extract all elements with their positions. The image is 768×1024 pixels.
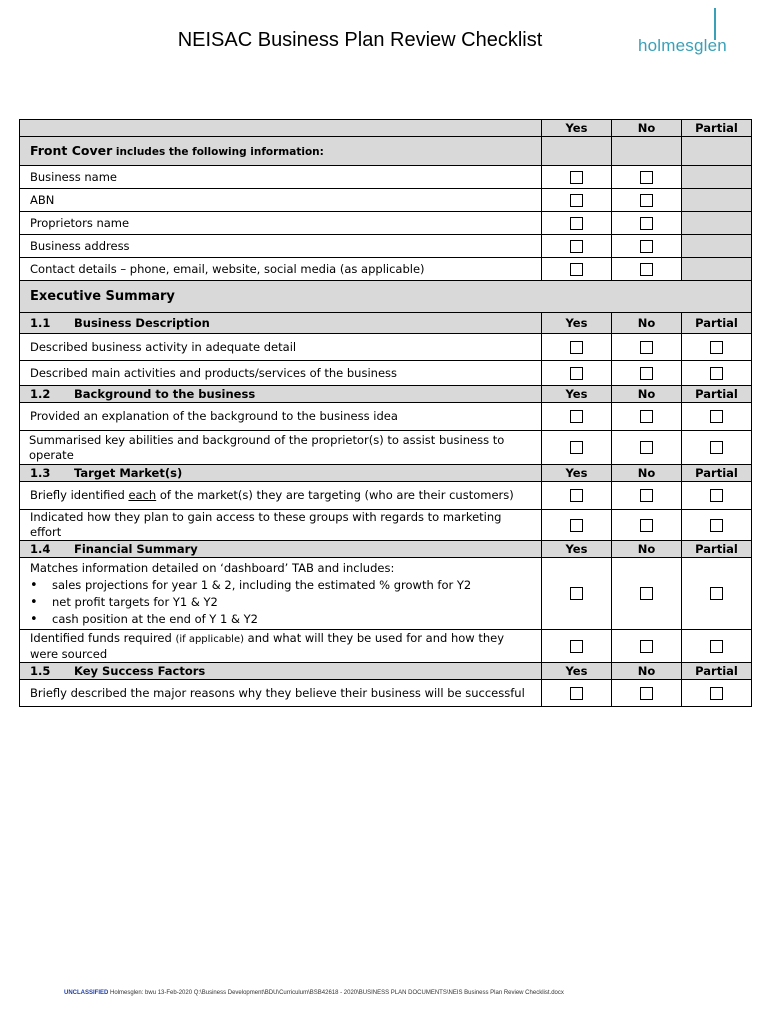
checklist-row [20, 334, 752, 361]
partial-checkbox[interactable] [710, 587, 723, 600]
yes-checkbox[interactable] [570, 519, 583, 532]
checklist-row [20, 258, 752, 281]
no-checkbox[interactable] [640, 489, 653, 502]
checklist-row [20, 403, 752, 431]
col-partial: Partial [682, 120, 752, 137]
no-checkbox[interactable] [640, 217, 653, 230]
section-title: Business Description [74, 315, 210, 330]
item-label: Summarised key abilities and background of the proprietor(s) to assist business to operate [20, 431, 542, 465]
section-header-1-4: 1.4 Financial Summary Yes No Partial [20, 541, 752, 558]
front-cover-heading: Front Cover includes the following information: [20, 137, 542, 166]
partial-checkbox[interactable] [710, 367, 723, 380]
yes-checkbox[interactable] [570, 587, 583, 600]
item-label: Briefly identified each of the market(s) they are targeting (who are their customers) [20, 482, 542, 510]
partial-checkbox[interactable] [710, 519, 723, 532]
bullet-item: • sales projections for year 1 & 2, including the estimated % growth for Y2 [30, 578, 531, 593]
executive-summary-row [20, 281, 752, 313]
section-header-1-5: 1.5 Key Success Factors Yes No Partial [20, 663, 752, 680]
no-checkbox[interactable] [640, 263, 653, 276]
yes-checkbox[interactable] [570, 194, 583, 207]
section-number: 1.1 [30, 315, 51, 330]
section-header-1-2: 1.2 Background to the business Yes No Partial [20, 386, 752, 403]
no-checkbox[interactable] [640, 194, 653, 207]
partial-checkbox[interactable] [710, 341, 723, 354]
checklist-row [20, 212, 752, 235]
checklist-table [19, 119, 752, 707]
yes-checkbox[interactable] [570, 640, 583, 653]
yes-checkbox[interactable] [570, 367, 583, 380]
bullet-item: • cash position at the end of Y 1 & Y2 [30, 612, 531, 627]
checklist-row [20, 558, 752, 630]
classification-label: UNCLASSIFIED [64, 990, 109, 996]
col-no: No [612, 120, 682, 137]
yes-checkbox[interactable] [570, 263, 583, 276]
partial-checkbox[interactable] [710, 410, 723, 423]
item-label: Described main activities and products/services of the business [20, 361, 542, 386]
yes-checkbox[interactable] [570, 489, 583, 502]
no-checkbox[interactable] [640, 240, 653, 253]
executive-summary-heading: Executive Summary [20, 281, 752, 313]
checklist-row [20, 680, 752, 707]
no-checkbox[interactable] [640, 171, 653, 184]
item-label: Contact details – phone, email, website, social media (as applicable) [20, 258, 542, 281]
no-checkbox[interactable] [640, 687, 653, 700]
partial-checkbox[interactable] [710, 687, 723, 700]
bullet-item: • net profit targets for Y1 & Y2 [30, 595, 531, 610]
partial-checkbox[interactable] [710, 489, 723, 502]
no-checkbox[interactable] [640, 640, 653, 653]
yes-checkbox[interactable] [570, 410, 583, 423]
no-checkbox[interactable] [640, 341, 653, 354]
checklist-row [20, 166, 752, 189]
item-label: Identified funds required (if applicable) and what will they be used for and how they were sourced [20, 630, 542, 663]
front-cover-heading-row [20, 137, 752, 166]
yes-checkbox[interactable] [570, 341, 583, 354]
column-header-row [20, 120, 752, 137]
item-label: Described business activity in adequate detail [20, 334, 542, 361]
item-label: Indicated how they plan to gain access to these groups with regards to marketing effort [20, 510, 542, 541]
item-label: Proprietors name [20, 212, 542, 235]
partial-checkbox[interactable] [710, 441, 723, 454]
yes-checkbox[interactable] [570, 171, 583, 184]
yes-checkbox[interactable] [570, 240, 583, 253]
no-checkbox[interactable] [640, 410, 653, 423]
no-checkbox[interactable] [640, 587, 653, 600]
item-label: Briefly described the major reasons why they believe their business will be successful [20, 680, 542, 707]
footer-path: Holmesglen: bwu 13-Feb-2020 Q:\Business Development\BDU\Curriculum\BSB42618 - 2020\BUSINESS PLAN DOCUMENTS\NEIS Business Plan Review Checklist.docx [108, 990, 564, 996]
logo-text: holmesglen [638, 36, 727, 55]
yes-checkbox[interactable] [570, 217, 583, 230]
item-label: Business address [20, 235, 542, 258]
checklist-row [20, 189, 752, 212]
yes-checkbox[interactable] [570, 441, 583, 454]
checklist-row [20, 361, 752, 386]
no-checkbox[interactable] [640, 441, 653, 454]
bullet-list [30, 578, 531, 627]
item-label: Matches information detailed on ‘dashboard’ TAB and includes: [30, 560, 395, 575]
checklist-row [20, 431, 752, 465]
col-yes: Yes [542, 120, 612, 137]
yes-checkbox[interactable] [570, 687, 583, 700]
partial-checkbox[interactable] [710, 640, 723, 653]
document-title: NEISAC Business Plan Review Checklist [177, 29, 543, 51]
checklist-row [20, 510, 752, 541]
holmesglen-logo [636, 8, 742, 58]
item-label: ABN [20, 189, 542, 212]
document-footer [64, 990, 564, 996]
section-header-1-3: 1.3 Target Market(s) Yes No Partial [20, 465, 752, 482]
checklist-row [20, 482, 752, 510]
item-label: Provided an explanation of the background to the business idea [20, 403, 542, 431]
no-checkbox[interactable] [640, 367, 653, 380]
checklist-row [20, 630, 752, 663]
item-label: Business name [20, 166, 542, 189]
no-checkbox[interactable] [640, 519, 653, 532]
checklist-row [20, 235, 752, 258]
section-header-1-1: 1.1 Business Description Yes No Partial [20, 313, 752, 334]
